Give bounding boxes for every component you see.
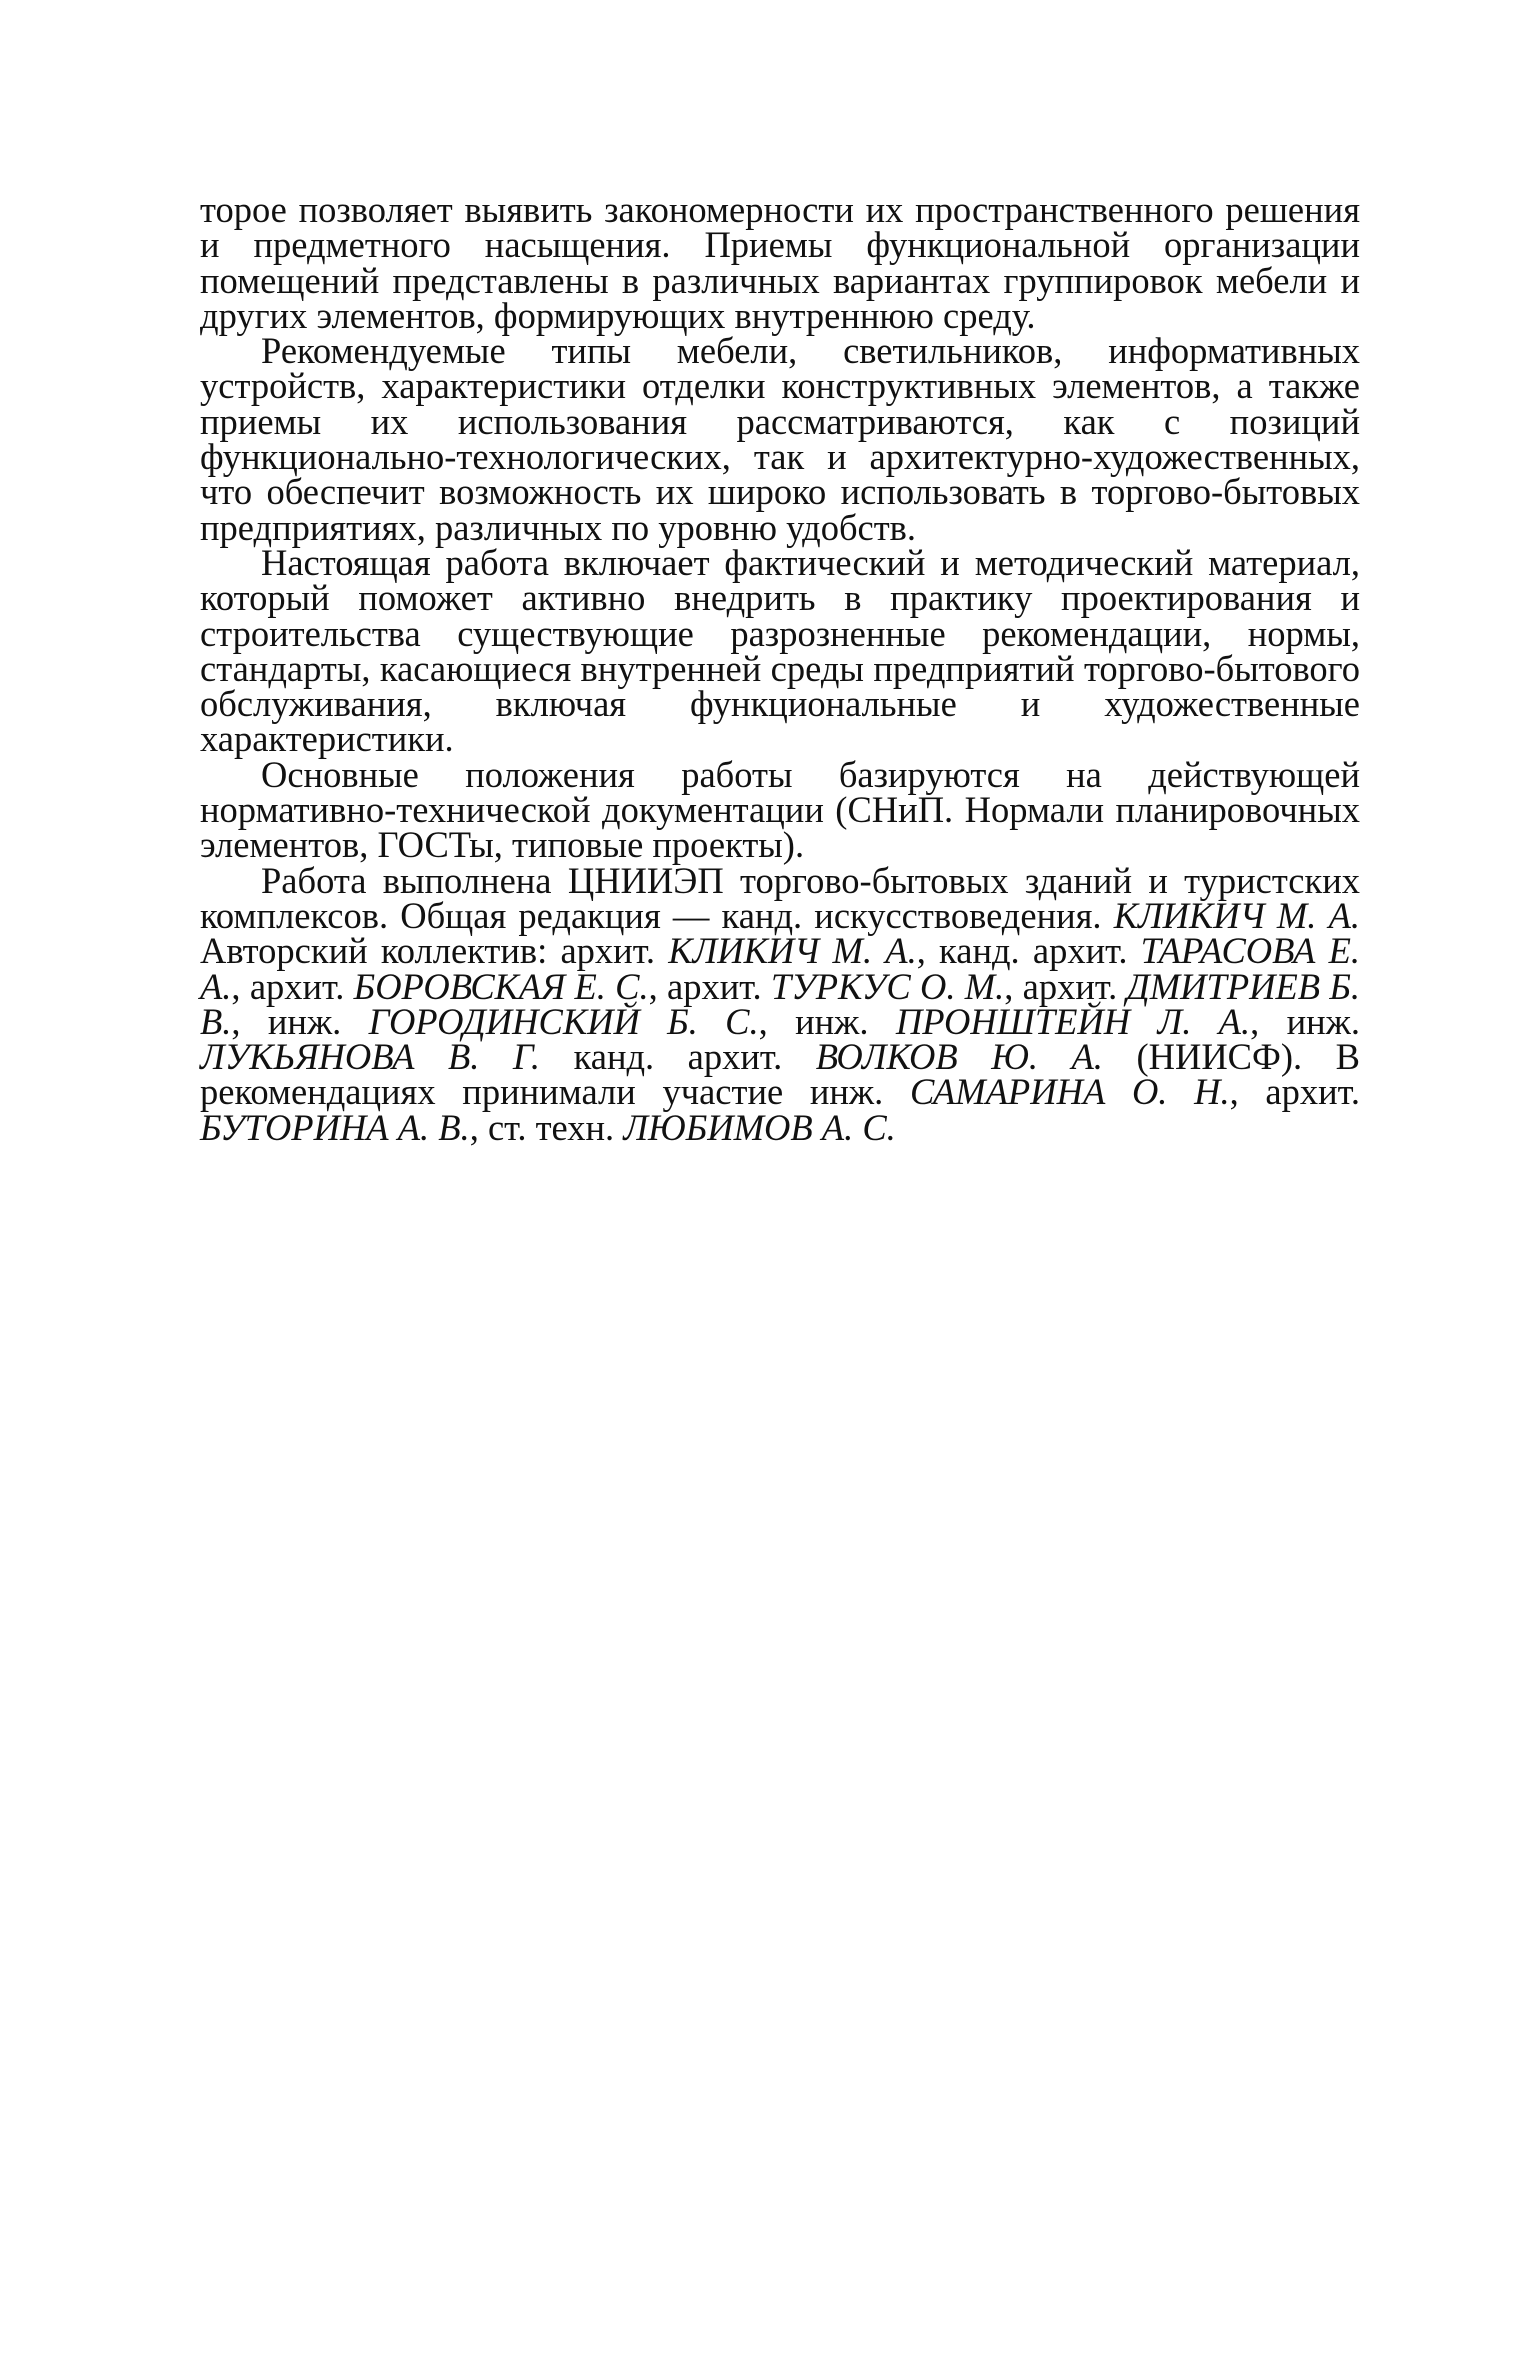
paragraph-text: Работа выполнена ЦНИИЭП торгово-бытовых зданий и туристских комплексов. Общая редакция — канд. искусствоведения. [200,859,1360,936]
paragraph-text: Авторский коллектив: архит. [200,930,669,972]
document-page [200,189,1360,1148]
author-name: ТУРКУС О. М. [770,965,1005,1007]
author-name: САМАРИНА О. Н. [909,1071,1230,1113]
paragraph-text: , архит. [231,965,354,1007]
paragraph-text: , архит. [648,965,771,1007]
author-name: ПРОНШТЕЙН Л. А. [895,1000,1251,1042]
paragraph-text: , инж. [231,1000,369,1042]
author-name: КЛИКИЧ М. А. [668,930,917,972]
paragraph-text: , инж. [758,1000,896,1042]
paragraph-continuation [200,189,1360,336]
paragraph-present-work [200,541,1360,760]
paragraph-text: , ст. техн. [469,1106,624,1148]
paragraph-text: торое позволяет выявить закономерности их пространственного решения и предметного насыщения. Приемы функциональной организации помещений представлены в различных вариантах группировок мебели и других элементов, формирующих внутреннюю среду. [200,189,1360,336]
paragraph-text: , инж. [1250,1000,1360,1042]
paragraph-text: Настоящая работа включает фактический и методический материал, который поможет активно внедрить в практику проектирования и строительства существующие разрозненные рекомендации, нормы, стандарты, касающиеся внутренней среды предприятий торгово-бытового обслуживания, включая функциональные и художественные характеристики. [200,541,1360,760]
author-name: ЛУКЬЯНОВА В. Г. [200,1036,541,1078]
paragraph-text: , архит. [1229,1071,1360,1113]
author-name: ТАРАСОВА Е. А. [200,930,1360,1007]
author-name: КЛИКИЧ М. А. [1113,894,1360,936]
author-name: БОРОВСКАЯ Е. С. [353,965,649,1007]
author-name: ГОРОДИНСКИЙ Б. С. [368,1000,759,1042]
paragraph-authors [200,859,1360,1148]
paragraph-text: Рекомендуемые типы мебели, светильников, информативных устройств, характеристики отделки конструктивных элементов, а также приемы их использования рассматриваются, как с позиций функционально-технологических, так и архитектурно-художественных, что обеспечит возможность их широко использовать в торгово-бытовых предприятиях, различных по уровню удобств. [200,330,1360,548]
author-name: ВОЛКОВ Ю. А. [815,1036,1103,1078]
paragraph-text: канд. архит. [540,1036,816,1078]
paragraph-text: , архит. [1004,965,1127,1007]
paragraph-text: , канд. архит. [916,930,1141,972]
paragraph-text: (НИИСФ). В рекомендациях принимали участие инж. [200,1036,1360,1113]
paragraph-main-provisions [200,753,1360,866]
paragraph-text: Основные положения работы базируются на действующей нормативно-технической документации (СНиП. Нормали планировочных элементов, ГОСТы, типовые проекты). [200,753,1360,866]
author-name: ЛЮБИМОВ А. С. [623,1106,896,1148]
author-name: БУТОРИНА А. В. [200,1106,470,1148]
paragraph-recommended-types [200,330,1360,548]
author-name: ДМИТРИЕВ Б. В. [200,965,1360,1042]
